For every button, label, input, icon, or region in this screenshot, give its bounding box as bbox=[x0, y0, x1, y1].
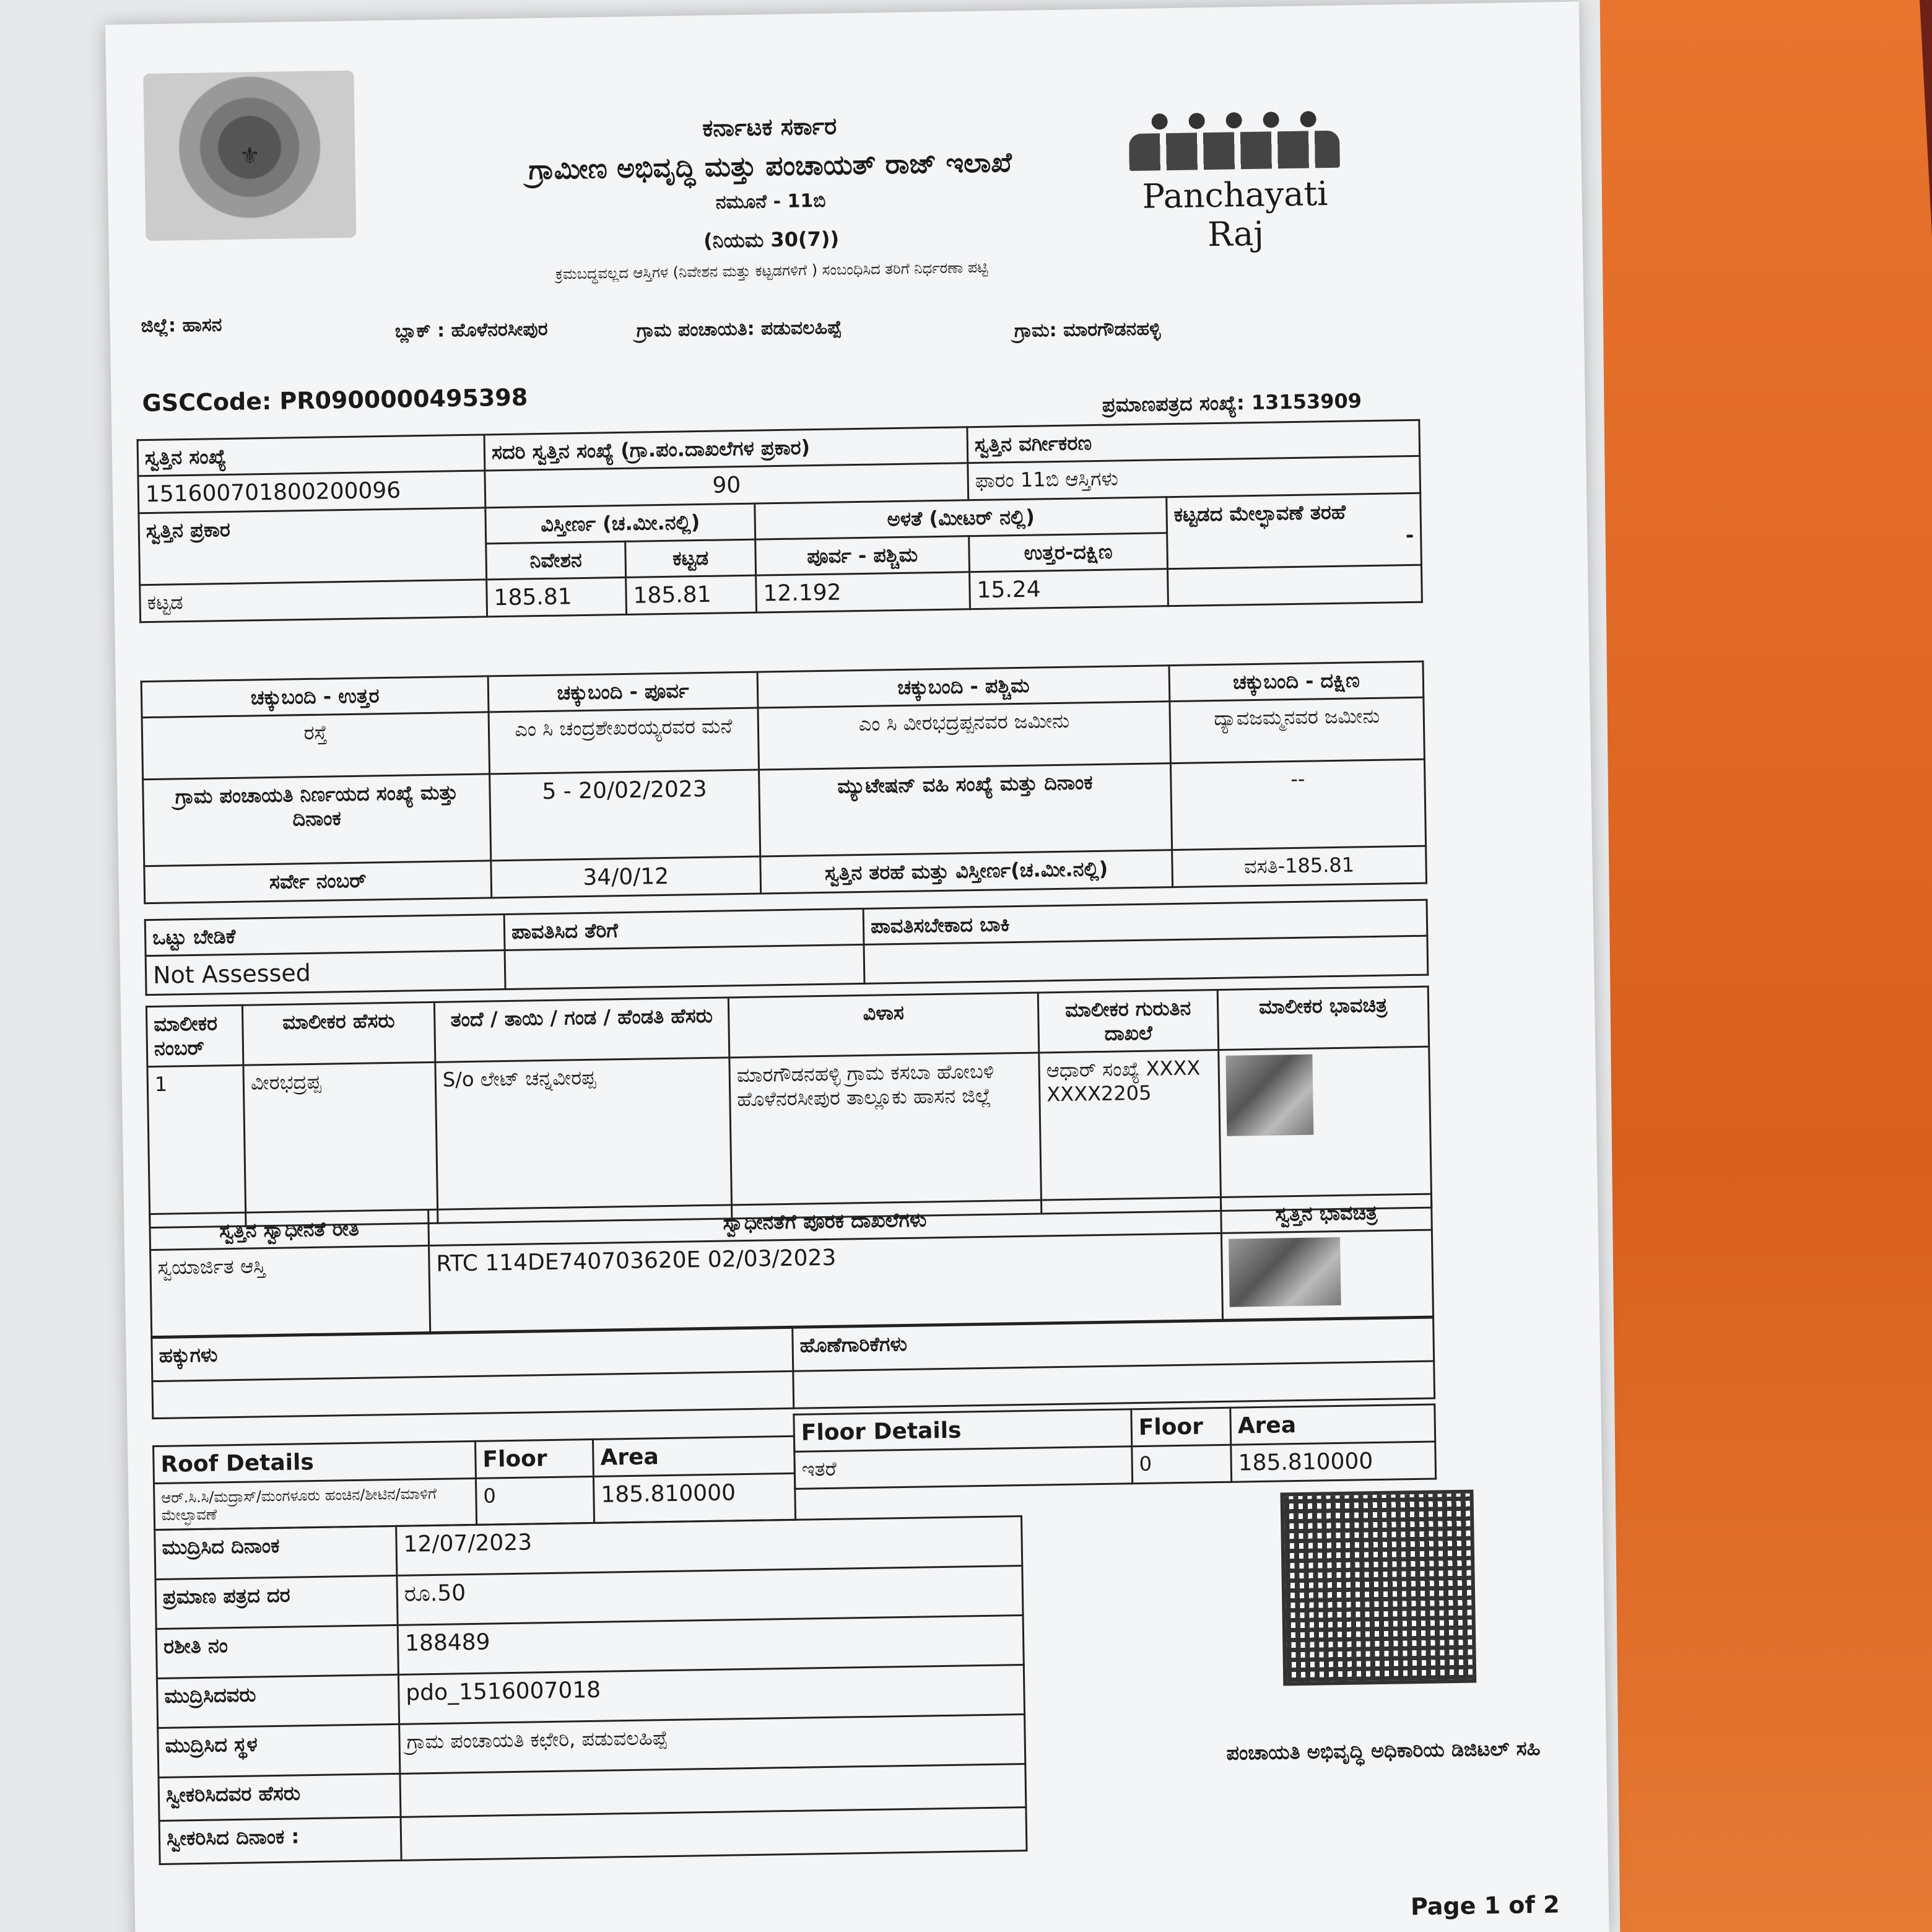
receipt-label: ರಶೀತಿ ನಂ bbox=[156, 1625, 398, 1678]
area-label: ವಿಸ್ತೀರ್ಣ (ಚ.ಮೀ.ನಲ್ಲಿ) bbox=[485, 503, 755, 544]
fee-value: ರೂ.50 bbox=[397, 1566, 1023, 1625]
mutation-label: ಮ್ಯುಟೇಷನ್ ವಹಿ ಸಂಖ್ಯೆ ಮತ್ತು ದಿನಾಂಕ bbox=[759, 764, 1172, 856]
due-value bbox=[864, 936, 1428, 983]
owner-photo bbox=[1225, 1055, 1313, 1136]
tax-table bbox=[144, 899, 1429, 996]
roof-type: ಆರ್.ಸಿ.ಸಿ/ಮದ್ರಾಸ್/ಮಂಗಳೂರು ಹಂಚಿನ/ಶೀಟಿನ/ಮಾಳಿಗೆ ಮೇಲ್ಛಾವಣೆ bbox=[154, 1478, 477, 1530]
address-header: ವಿಳಾಸ bbox=[728, 993, 1038, 1058]
floor-area-value: 185.810000 bbox=[1231, 1442, 1436, 1482]
fee-label: ಪ್ರಮಾಣ ಪತ್ರದ ದರ bbox=[155, 1575, 398, 1629]
classification-label: ಸ್ವತ್ತಿನ ವರ್ಗೀಕರಣ bbox=[967, 420, 1420, 463]
ownership-method-value: ಸ್ವಯಾರ್ಜಿತ ಆಸ್ತಿ bbox=[150, 1246, 430, 1337]
owner-number: 1 bbox=[147, 1065, 246, 1227]
rights-label: ಹಕ್ಕುಗಳು bbox=[152, 1328, 793, 1381]
printed-by-label: ಮುದ್ರಿಸಿದವರು bbox=[157, 1674, 399, 1728]
block: ಬ್ಲಾಕ್ : ಹೊಳೆನರಸೀಪುರ bbox=[394, 318, 548, 342]
print-details-table bbox=[154, 1515, 1027, 1865]
roof-floor-label: Floor bbox=[476, 1439, 594, 1478]
owner-name: ವೀರಭದ್ರಪ್ಪ bbox=[243, 1062, 438, 1226]
decision-value: 5 - 20/02/2023 bbox=[490, 770, 760, 861]
roof-type-label bbox=[1167, 493, 1422, 568]
north-south-value: 15.24 bbox=[970, 569, 1168, 609]
form-number: ನಮೂನೆ - 11ಬಿ bbox=[715, 189, 826, 214]
type-area-value: ವಸತಿ-185.81 bbox=[1172, 846, 1427, 887]
relation-header: ತಂದೆ / ತಾಯಿ / ಗಂಡ / ಹೆಂಡತಿ ಹೆಸರು bbox=[434, 998, 729, 1062]
owner-id-proof: ಆಧಾರ್ ಸಂಖ್ಯೆ XXXXXXXX2205 bbox=[1039, 1050, 1221, 1214]
print-place-label: ಮುದ್ರಿಸಿದ ಸ್ಥಳ bbox=[158, 1724, 400, 1777]
owner-address: ಮಾರಗೌಡನಹಳ್ಳಿ ಗ್ರಾಮ ಕಸಬಾ ಹೋಬಳಿ ಹೊಳೆನರಸೀಪುರ ತಾಲ್ಲೂಕು ಹಾಸನ ಜಿಲ್ಲೆ bbox=[729, 1053, 1042, 1219]
karnataka-emblem-icon: ⚜ bbox=[143, 71, 356, 241]
received-date-value bbox=[401, 1808, 1027, 1861]
ownership-docs-label: ಸ್ವಾಧೀನತೆಗೆ ಪೂರಕ ದಾಖಲೆಗಳು bbox=[429, 1197, 1222, 1245]
owner-photo-header: ಮಾಲೀಕರ ಭಾವಚಿತ್ರ bbox=[1217, 986, 1429, 1050]
classification-value: ಫಾರಂ 11ಬಿ ಆಸ್ತಿಗಳು bbox=[968, 456, 1421, 500]
district: ಜಿಲ್ಲೆ: ಹಾಸನ bbox=[141, 314, 222, 337]
print-date-value: 12/07/2023 bbox=[396, 1516, 1022, 1576]
floor-details-table bbox=[793, 1404, 1437, 1490]
rule-number: (ನಿಯಮ 30(7)) bbox=[703, 227, 840, 253]
gp-property-id-value: 90 bbox=[485, 463, 968, 508]
north-label: ಚಕ್ಕುಬಂದಿ - ಉತ್ತರ bbox=[141, 676, 489, 718]
id-proof-header: ಮಾಲೀಕರ ಗುರುತಿನ ದಾಖಲೆ bbox=[1038, 990, 1218, 1053]
department-title: ಗ್ರಾಮೀಣ ಅಭಿವೃದ್ಧಿ ಮತ್ತು ಪಂಚಾಯತ್ ರಾಜ್ ಇಲಾಖೆ bbox=[528, 147, 1012, 186]
roof-area-label: Area bbox=[593, 1436, 794, 1476]
owner-relation: S/o ಲೇಟ್ ಚನ್ನವೀರಪ್ಪ bbox=[435, 1058, 732, 1223]
roof-details-table bbox=[152, 1435, 796, 1531]
west-label: ಚಕ್ಕುಬಂದಿ - ಪಶ್ಚಿಮ bbox=[757, 666, 1170, 708]
digital-signature-label: ಪಂಚಾಯತಿ ಅಭಿವೃದ್ಧಿ ಅಧಿಕಾರಿಯ ಡಿಜಿಟಲ್ ಸಹಿ bbox=[1226, 1736, 1541, 1765]
certificate-number: ಪ್ರಮಾಣಪತ್ರದ ಸಂಖ್ಯೆ: 13153909 bbox=[1102, 389, 1362, 417]
print-place-value: ಗ್ರಾಮ ಪಂಚಾಯತಿ ಕಛೇರಿ, ಪಡುವಲಹಿಪ್ಪೆ bbox=[399, 1715, 1025, 1774]
floor-details-title: Floor Details bbox=[794, 1409, 1132, 1452]
roof-type-value: - bbox=[1405, 523, 1414, 547]
owner-name-header: ಮಾಲೀಕರ ಹೆಸರು bbox=[242, 1002, 435, 1065]
dimensions-label: ಅಳತೆ (ಮೀಟರ್ ನಲ್ಲಿ) bbox=[755, 497, 1167, 539]
east-label: ಚಕ್ಕುಬಂದಿ - ಪೂರ್ವ bbox=[488, 672, 758, 712]
roof-area-value: 185.810000 bbox=[593, 1473, 795, 1523]
ownership-table bbox=[149, 1193, 1434, 1338]
paid-label: ಪಾವತಿಸಿದ ತೆರಿಗೆ bbox=[504, 908, 864, 950]
roof-floor-value: 0 bbox=[476, 1476, 594, 1525]
property-photo-label: ಸ್ವತ್ತಿನ ಭಾವಚಿತ್ರ bbox=[1221, 1194, 1432, 1233]
site-area-value: 185.81 bbox=[487, 577, 627, 617]
roof-type-label-text: ಕಟ್ಟಡದ ಮೇಲ್ಛಾವಣೆ ತರಹೆ bbox=[1173, 500, 1346, 526]
roof-type-empty bbox=[1168, 565, 1422, 606]
logo-dots-icon bbox=[1116, 110, 1351, 130]
east-west-label: ಪೂರ್ವ - ಪಶ್ಚಿಮ bbox=[755, 536, 970, 575]
floor-floor-value: 0 bbox=[1132, 1445, 1232, 1484]
ownership-method-label: ಸ್ವತ್ತಿನ ಸ್ವಾಧೀನತೆ ರೀತಿ bbox=[150, 1210, 429, 1250]
south-value: ದ್ಯಾವಜಮ್ಮನವರ ಜಮೀನು bbox=[1170, 697, 1425, 763]
govt-title: ಕರ್ನಾಟಕ ಸರ್ಕಾರ bbox=[702, 112, 837, 142]
property-type-value: ಕಟ್ಟಡ bbox=[140, 580, 487, 622]
owner-photo-cell bbox=[1219, 1046, 1432, 1211]
floor-floor-label: Floor bbox=[1131, 1408, 1231, 1447]
gp-property-id-label: ಸದರಿ ಸ್ವತ್ತಿನ ಸಂಖ್ಯೆ (ಗ್ರಾ.ಪಂ.ದಾಖಲೆಗಳ ಪ್ರಕಾರ) bbox=[484, 427, 968, 471]
east-value: ಎಂ ಸಿ ಚಂದ್ರಶೇಖರಯ್ಯರವರ ಮನೆ bbox=[489, 708, 759, 774]
form-subtitle: ಕ್ರಮಬದ್ಧವಲ್ಲದ ಆಸ್ತಿಗಳ (ನಿವೇಶನ ಮತ್ತು ಕಟ್ಟಡಗಳಿಗೆ ) ಸಂಬಂಧಿಸಿದ ತರಿಗೆ ನಿರ್ಧರಣಾ ಪಟ್ಟಿ bbox=[555, 258, 988, 283]
print-date-label: ಮುದ್ರಿಸಿದ ದಿನಾಂಕ bbox=[155, 1526, 397, 1579]
receiver-label: ಸ್ವೀಕರಿಸಿದವರ ಹೆಸರು bbox=[159, 1773, 401, 1821]
page-number: Page 1 of 2 bbox=[1410, 1891, 1560, 1921]
decision-label: ಗ್ರಾಮ ಪಂಚಾಯತಿ ನಿರ್ಣಯದ ಸಂಖ್ಯೆ ಮತ್ತು ದಿನಾಂಕ bbox=[143, 774, 491, 866]
demand-value: Not Assessed bbox=[146, 951, 505, 995]
property-table bbox=[137, 419, 1423, 624]
certificate-content bbox=[131, 40, 1572, 1921]
received-date-label: ಸ್ವೀಕರಿಸಿದ ದಿನಾಂಕ : bbox=[159, 1817, 401, 1864]
certificate-sheet bbox=[105, 2, 1609, 1932]
gsc-code: GSCCode: PR0900000495398 bbox=[142, 383, 528, 417]
floor-type: ಇತರೆ bbox=[794, 1447, 1133, 1489]
due-label: ಪಾವತಿಸಬೇಕಾದ ಬಾಕಿ bbox=[863, 900, 1427, 944]
gram-panchayat: ಗ್ರಾಮ ಪಂಚಾಯತಿ: ಪಡುವಲಹಿಪ್ಪೆ bbox=[636, 316, 842, 342]
logo-figures-icon bbox=[1129, 131, 1340, 171]
owners-table bbox=[146, 986, 1432, 1229]
property-photo bbox=[1229, 1237, 1341, 1307]
property-photo-cell bbox=[1221, 1230, 1433, 1320]
south-label: ಚಕ್ಕುಬಂದಿ - ದಕ್ಷಿಣ bbox=[1169, 661, 1424, 701]
floor-area-label: Area bbox=[1230, 1404, 1435, 1445]
north-value: ರಸ್ತೆ bbox=[142, 712, 490, 780]
demand-label: ಒಟ್ಟು ಬೇಡಿಕೆ bbox=[145, 915, 505, 956]
type-area-label: ಸ್ವತ್ತಿನ ತರಹೆ ಮತ್ತು ವಿಸ್ತೀರ್ಣ(ಚ.ಮೀ.ನಲ್ಲಿ) bbox=[760, 850, 1173, 894]
paid-value bbox=[505, 944, 864, 989]
liabilities-label: ಹೊಣೆಗಾರಿಕೆಗಳು bbox=[793, 1318, 1434, 1371]
roof-details-title: Roof Details bbox=[154, 1441, 476, 1483]
receipt-value: 188489 bbox=[398, 1616, 1024, 1675]
property-type-label: ಸ್ವತ್ತಿನ ಪ್ರಕಾರ bbox=[139, 508, 487, 585]
survey-value: 34/0/12 bbox=[491, 856, 761, 898]
panchayati-raj-logo bbox=[1116, 110, 1353, 255]
north-south-label: ಉತ್ತರ-ದಕ್ಷಿಣ bbox=[969, 533, 1168, 572]
site-label: ನಿವೇಶನ bbox=[486, 541, 626, 580]
west-value: ಎಂ ಸಿ ವೀರಭದ್ರಪ್ಪನವರ ಜಮೀನು bbox=[758, 702, 1170, 770]
village: ಗ್ರಾಮ: ಮಾರಗೌಡನಹಳ್ಳಿ bbox=[1014, 318, 1161, 342]
mutation-value: -- bbox=[1170, 759, 1425, 850]
building-label: ಕಟ್ಟಡ bbox=[625, 539, 756, 577]
ownership-docs-value: RTC 114DE740703620E 02/03/2023 bbox=[429, 1233, 1223, 1332]
boundaries-table bbox=[141, 661, 1427, 905]
property-id-label: ಸ್ವತ್ತಿನ ಸಂಖ್ಯೆ bbox=[137, 435, 485, 476]
logo-text: Panchayati Raj bbox=[1142, 174, 1328, 255]
building-area-value: 185.81 bbox=[626, 575, 757, 614]
printed-by-value: pdo_1516007018 bbox=[398, 1665, 1024, 1725]
qr-code-icon bbox=[1280, 1490, 1476, 1686]
owner-number-header: ಮಾಲೀಕರ ನಂಬರ್ bbox=[146, 1005, 243, 1066]
survey-label: ಸರ್ವೇ ನಂಬರ್ bbox=[144, 861, 492, 903]
property-id-value: 151600701800200096 bbox=[138, 471, 485, 513]
east-west-value: 12.192 bbox=[756, 572, 970, 612]
